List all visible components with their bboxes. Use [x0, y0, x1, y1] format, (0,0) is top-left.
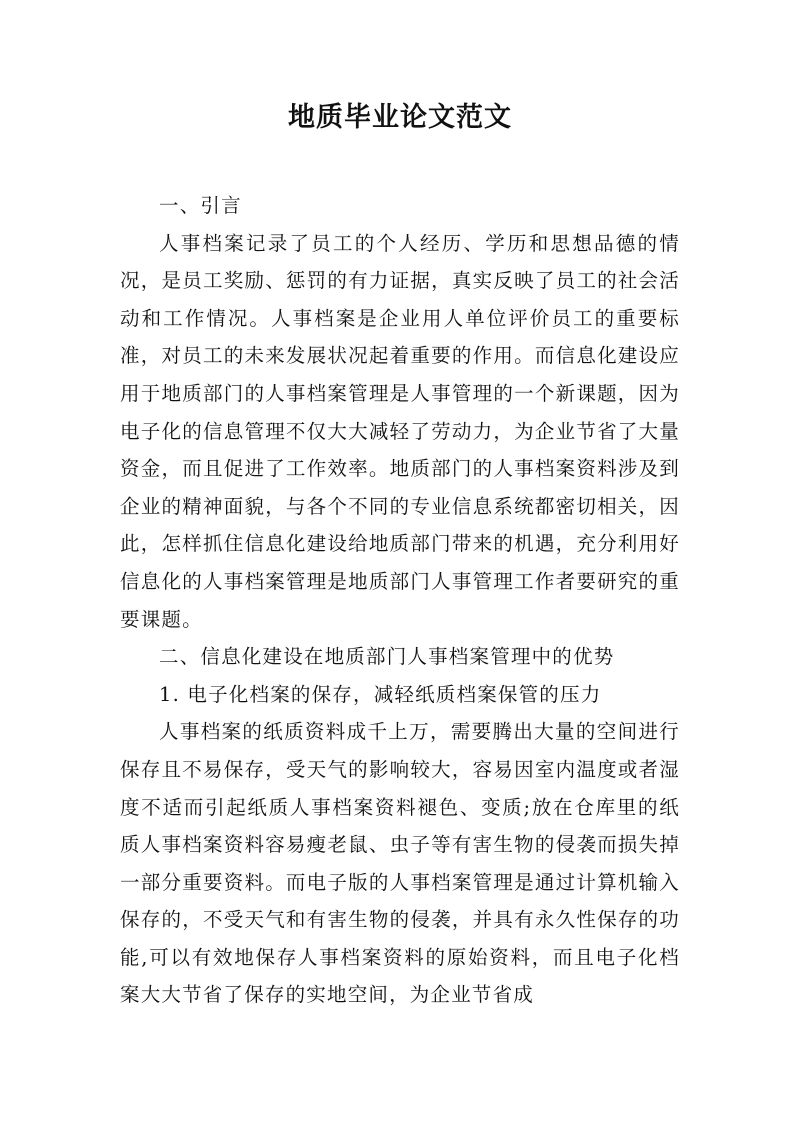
electronic-archives-paragraph: 人事档案的纸质资料成千上万，需要腾出大量的空间进行保存且不易保存，受天气的影响较大，容易因室内温度或者湿度不适而引起纸质人事档案资料褪色、变质;放在仓库里的纸质人事档案资料容易瘦老鼠、虫子等有害生物的侵袭而损失掉一部分重要资料。而电子版的人事档案管理是通过计算机输入保存的，不受天气和有害生物的侵袭，并具有永久性保存的功能,可以有效地保存人事档案资料的原始资料，而且电子化档案大大节省了保存的实地空间，为企业节省成	[120, 720, 680, 1007]
section-heading-introduction: 一、引言	[159, 194, 242, 217]
page-title: 地质毕业论文范文	[288, 102, 512, 133]
document-body	[120, 187, 680, 1014]
section-heading-advantages: 二、信息化建设在地质部门人事档案管理中的优势	[159, 645, 615, 669]
introduction-paragraph: 人事档案记录了员工的个人经历、学历和思想品德的情况，是员工奖励、惩罚的有力证据，真实反映了员工的社会活动和工作情况。人事档案是企业用人单位评价员工的重要标准，对员工的未来发展状况起着重要的作用。而信息化建设应用于地质部门的人事档案管理是人事管理的一个新课题，因为电子化的信息管理不仅大大减轻了劳动力，为企业节省了大量资金，而且促进了工作效率。地质部门的人事档案资料涉及到企业的精神面貌，与各个不同的专业信息系统都密切相关，因此，怎样抓住信息化建设给地质部门带来的机遇，充分利用好信息化的人事档案管理是地质部门人事管理工作者要研究的重要课题。	[120, 231, 680, 631]
subsection-heading-electronic-archives: 1. 电子化档案的保存，减轻纸质档案保管的压力	[159, 682, 602, 706]
